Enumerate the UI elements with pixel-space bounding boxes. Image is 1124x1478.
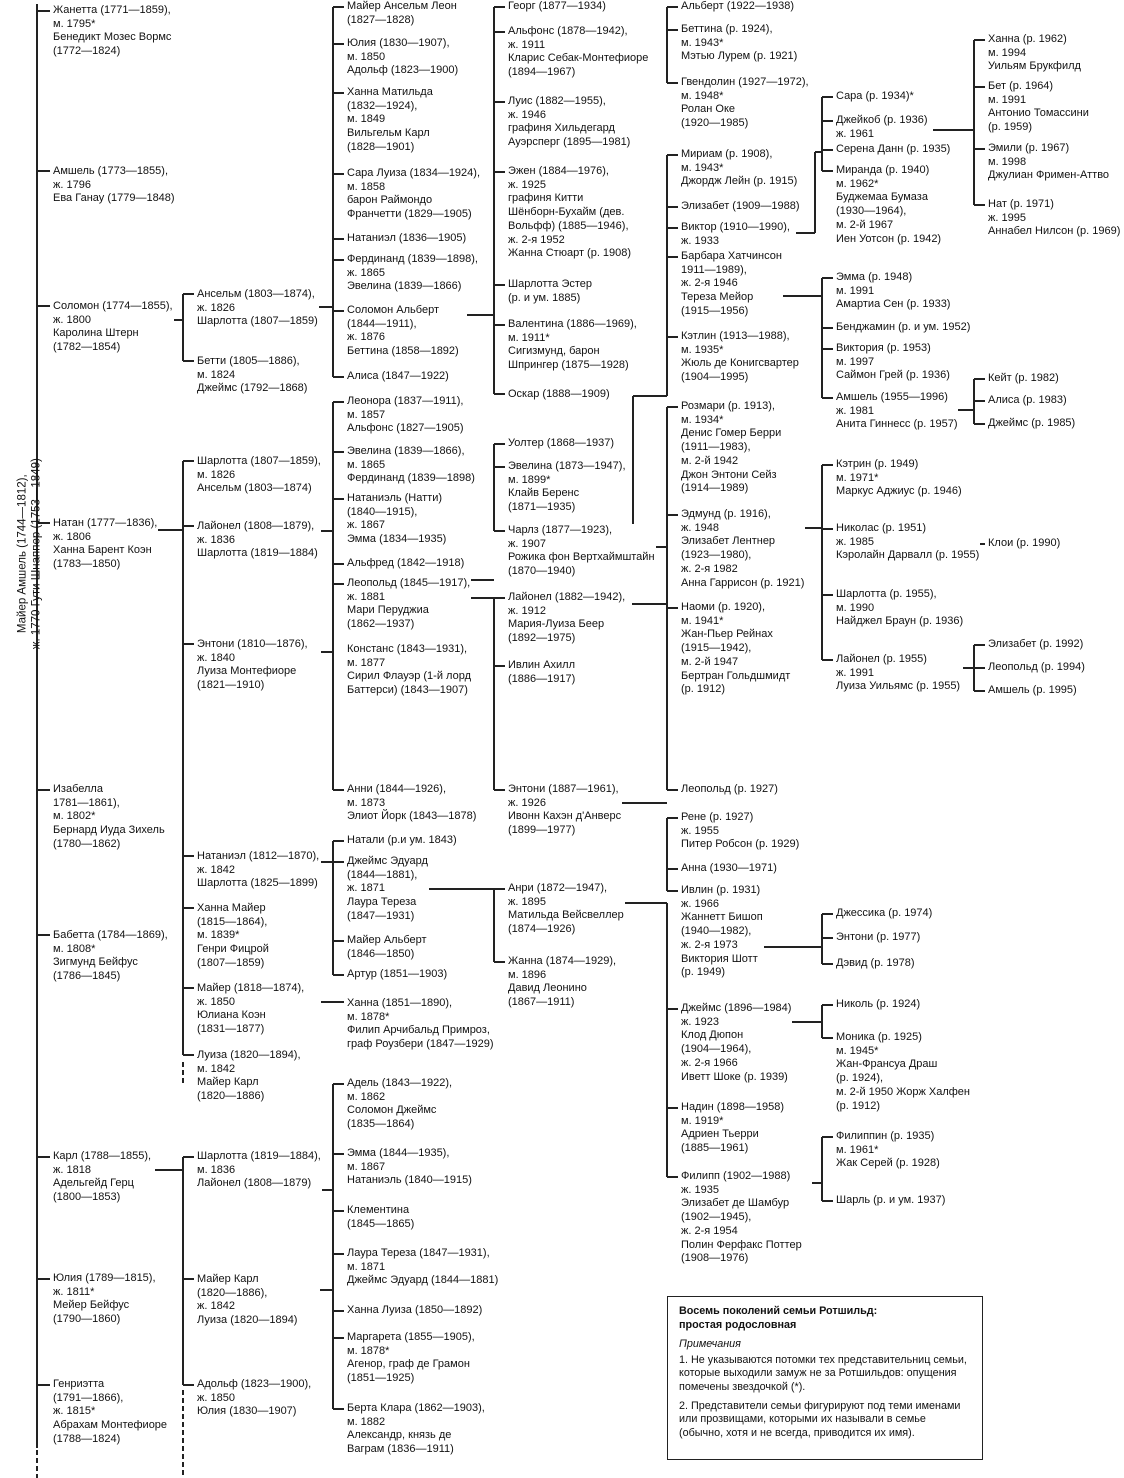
edmund-children bbox=[821, 465, 822, 660]
gen2-person: Натан (1777—1836), ж. 1806 Ханна Барент Коэн (1783—1850) bbox=[53, 517, 158, 571]
gen3-person: Майер Карл (1820—1886), ж. 1842 Луиза (1820—1894) bbox=[197, 1273, 298, 1327]
gen3-person: Ханна Майер (1815—1864), м. 1839* Генри Фицрой (1807—1859) bbox=[197, 902, 269, 969]
notes-title: Восемь поколений семьи Ротшильд: простая родословная bbox=[679, 1305, 878, 1331]
victor-children bbox=[822, 149, 833, 150]
gen4-person: Леопольд (1845—1917), ж. 1881 Мари Перуджиа (1862—1937) bbox=[347, 577, 471, 631]
leopold-children-2 bbox=[494, 665, 505, 666]
lionel-children-3 bbox=[963, 667, 974, 668]
victor-children-2 bbox=[822, 277, 833, 278]
gen8-person: Клои (р. 1990) bbox=[988, 537, 1061, 549]
gen4-person: Натаниэль (Натти) (1840—1915), ж. 1867 Эмма (1834—1935) bbox=[347, 492, 447, 546]
victor-children bbox=[822, 96, 833, 97]
gen5-person: Энтони (1887—1961), ж. 1926 Ивонн Кахэн д'Анверс (1899—1977) bbox=[508, 783, 622, 837]
charles-children bbox=[667, 6, 678, 7]
lionel-children-2 bbox=[632, 603, 667, 604]
gen4-person: Артур (1851—1903) bbox=[347, 968, 448, 980]
branch-tick bbox=[37, 170, 50, 171]
natan-children bbox=[155, 529, 183, 530]
karl-children bbox=[183, 1156, 194, 1157]
karl-grand-children bbox=[333, 1310, 344, 1311]
gen5-person: Лайонел (1882—1942), ж. 1912 Мария-Луиза Беер (1892—1975) bbox=[508, 591, 626, 645]
gen7-person: Шарлотта (р. 1955), м. 1990 Найджел Браун (р. 1936) bbox=[836, 588, 964, 628]
anselm-children bbox=[333, 92, 344, 93]
natan-children bbox=[183, 460, 194, 461]
james-edward-children bbox=[493, 889, 494, 962]
gen4-person: Альфред (1842—1918) bbox=[347, 557, 465, 569]
anthony-children bbox=[666, 818, 667, 891]
anselm-children bbox=[333, 173, 344, 174]
gen4-person: Эмма (1844—1935), м. 1867 Натаниэль (1840—1915) bbox=[347, 1147, 472, 1187]
gen8-person: Алиса (р. 1983) bbox=[988, 394, 1067, 406]
gen8-person: Элизабет (р. 1992) bbox=[988, 638, 1084, 650]
solomon-children bbox=[183, 360, 194, 361]
edmund-children bbox=[822, 594, 833, 595]
anselm-children bbox=[333, 238, 344, 239]
branch-tick bbox=[37, 934, 50, 935]
victor-children-2 bbox=[822, 397, 833, 398]
nataniel-children bbox=[333, 840, 344, 841]
natan-children bbox=[183, 855, 194, 856]
gen7-person: Виктория (р. 1953) м. 1997 Саймон Грей (р. 1936) bbox=[836, 342, 950, 382]
gen4-person: Маргарета (1855—1905), м. 1878* Агенор, граф де Грамон (1851—1925) bbox=[347, 1331, 475, 1385]
gen4-person: Натали (р.и ум. 1843) bbox=[347, 834, 457, 846]
gen8-person: Джеймс (р. 1985) bbox=[988, 417, 1076, 429]
gen8-person: Нат (р. 1971) ж. 1995 Аннабел Нилсон (р. 1969) bbox=[988, 198, 1121, 238]
gen7-person: Моника (р. 1925) м. 1945* Жан-Франсуа Драш (р. 1924), м. 2-й 1950 Жорж Халфен (р. 1912) bbox=[836, 1031, 970, 1112]
gen4-person: Клементина (1845—1865) bbox=[347, 1204, 415, 1230]
continuation-dash bbox=[182, 1422, 183, 1427]
notes-box bbox=[667, 1296, 983, 1460]
connector-line bbox=[666, 903, 667, 1177]
evelyn-children bbox=[763, 946, 822, 947]
gen3-person: Шарлотта (1819—1884), м. 1836 Лайонел (1808—1879) bbox=[197, 1150, 321, 1190]
gen4-person: Ханна Луиза (1850—1892) bbox=[347, 1304, 483, 1316]
edmund-children bbox=[822, 528, 833, 529]
gen6-person: Джеймс (1896—1984) ж. 1923 Клод Дюпон (1904—1964), ж. 2-я 1966 Иветт Шоке (р. 1939) bbox=[681, 1002, 792, 1083]
gen6-person: Кэтлин (1913—1988), м. 1935* Жюль де Конигсвартер (1904—1995) bbox=[681, 330, 799, 384]
james-children bbox=[822, 1004, 833, 1005]
lionel-children bbox=[333, 583, 344, 584]
gen3-person: Ансельм (1803—1874), ж. 1826 Шарлотта (1807—1859) bbox=[197, 288, 318, 328]
gen4-person: Берта Клара (1862—1903), м. 1882 Александр, князь де Ваграм (1836—1911) bbox=[347, 1402, 485, 1456]
continuation-dash bbox=[182, 1390, 183, 1395]
henri-children bbox=[667, 1176, 678, 1177]
karl-grand-children bbox=[333, 1210, 344, 1211]
gen5-person: Анри (1872—1947), ж. 1895 Матильда Вейсвеллер (1874—1926) bbox=[508, 882, 624, 936]
victor-children bbox=[815, 151, 822, 152]
gen3-person: Майер (1818—1874), ж. 1850 Юлиана Коэн (1831—1877) bbox=[197, 982, 305, 1036]
note-2: 2. Представители семьи фигурируют под теми именами или прозвищами, которыми их называли в семье (обычно, хотя и не всегда, приводится их имя). bbox=[679, 1399, 961, 1439]
victor-children-2 bbox=[822, 348, 833, 349]
connector-line bbox=[633, 395, 667, 396]
lionel-children bbox=[333, 563, 344, 564]
charles-children-2 bbox=[667, 336, 678, 337]
salomon-children bbox=[494, 284, 505, 285]
gen4-person: Фердинанд (1839—1898), ж. 1865 Эвелина (1839—1866) bbox=[347, 253, 478, 293]
gen6-person: Эдмунд (р. 1916), ж. 1948 Элизабет Лентнер (1923—1980), ж. 2-я 1982 Анна Гаррисон (р. 1921) bbox=[681, 508, 805, 589]
anthony-children bbox=[667, 817, 678, 818]
gen7-person: Серена Данн (р. 1935) bbox=[836, 143, 951, 155]
leopold-children bbox=[494, 530, 505, 531]
continuation-dash bbox=[36, 1466, 37, 1471]
karl-grand-children bbox=[333, 1253, 344, 1254]
note-1: 1. Не указываются потомки тех представительниц семьи, которые выходили замуж не за Ротшильдов: опущения помечены звездочкой (*). bbox=[679, 1353, 967, 1393]
gen4-person: Сара Луиза (1834—1924), м. 1858 барон Раймондо Франчетти (1829—1905) bbox=[347, 167, 481, 221]
gen4-person: Эвелина (1839—1866), м. 1865 Фердинанд (1839—1898) bbox=[347, 445, 475, 485]
continuation-dash bbox=[182, 1454, 183, 1459]
gen2-person: Генриэтта (1791—1866), ж. 1815* Абрахам Монтефиоре (1788—1824) bbox=[53, 1378, 168, 1445]
natan-children bbox=[183, 643, 194, 644]
evelyn-children bbox=[822, 963, 833, 964]
gen3-person: Лайонел (1808—1879), ж. 1836 Шарлотта (1819—1884) bbox=[197, 520, 318, 560]
continuation-dash bbox=[182, 1414, 183, 1419]
leopold-children bbox=[494, 466, 505, 467]
lionel-children-3 bbox=[974, 690, 985, 691]
gen6-person: Элизабет (1909—1988) bbox=[681, 200, 800, 212]
anthony-children bbox=[667, 890, 678, 891]
evelyn-children bbox=[821, 914, 822, 964]
gen3-person: Адольф (1823—1900), ж. 1850 Юлия (1830—1907) bbox=[197, 1378, 312, 1418]
gen6-person: Наоми (р. 1920), м. 1941* Жан-Пьер Рейнах (1915—1942), м. 2-й 1947 Бертран Гольдшмидт (р. 1912) bbox=[681, 601, 791, 696]
lionel-children bbox=[333, 401, 344, 402]
branch-tick bbox=[37, 1278, 50, 1279]
nataniel-children bbox=[333, 861, 344, 862]
victor-children bbox=[822, 120, 833, 121]
gen3-person: Шарлотта (1807—1859), м. 1826 Ансельм (1803—1874) bbox=[197, 455, 321, 495]
james-edward-children bbox=[494, 961, 505, 962]
gen5-person: Эжен (1884—1976), ж. 1925 графиня Китти Шёнборн-Бухайм (дев. Вольфф) (1885—1946), ж. 2-я 1952 Жанна Стюарт (р. 1908) bbox=[508, 165, 632, 260]
gen3-person: Натаниэл (1812—1870), ж. 1842 Шарлотта (1825—1899) bbox=[197, 850, 320, 890]
continuation-dash bbox=[36, 1458, 37, 1463]
lionel-children bbox=[321, 530, 333, 531]
gen8-person: Бет (р. 1964) м. 1991 Антонио Томассини (р. 1959) bbox=[988, 80, 1089, 134]
continuation-dash bbox=[182, 1406, 183, 1411]
victor-children bbox=[821, 97, 822, 171]
gen5-person: Чарлз (1877—1923), ж. 1907 Рожика фон Вертхаймштайн (1870—1940) bbox=[508, 524, 655, 578]
evelyn-children bbox=[822, 913, 833, 914]
continuation-dash bbox=[182, 1462, 183, 1467]
lionel-children bbox=[332, 402, 333, 790]
gen7-person: Энтони (р. 1977) bbox=[836, 931, 921, 943]
lionel-children-3 bbox=[974, 667, 985, 668]
natan-children bbox=[183, 907, 194, 908]
gen8-person: Кейт (р. 1982) bbox=[988, 372, 1059, 384]
branch-tick bbox=[37, 789, 50, 790]
gen8-person: Эмили (р. 1967) м. 1998 Джулиан Фримен-Аттво bbox=[988, 142, 1110, 182]
salomon-children bbox=[493, 7, 494, 394]
karl-children bbox=[155, 1169, 183, 1170]
gen7-person: Николас (р. 1951) ж. 1985 Кэролайн Дарвалл (р. 1955) bbox=[836, 522, 980, 562]
charles-children-2 bbox=[667, 227, 678, 228]
leopold-children bbox=[493, 444, 494, 531]
victor-children-2 bbox=[822, 327, 833, 328]
gen7-person: Лайонел (р. 1955) ж. 1991 Луиза Уильямс (р. 1955) bbox=[836, 653, 961, 693]
philippe-children bbox=[821, 1137, 822, 1201]
charles-children-2 bbox=[667, 256, 678, 257]
connector-line bbox=[632, 396, 633, 545]
gen7-person: Шарль (р. и ум. 1937) bbox=[836, 1194, 946, 1206]
continuation-dash bbox=[182, 1430, 183, 1435]
gen7-person: Джейкоб (р. 1936) ж. 1961 bbox=[836, 114, 928, 140]
lionel-children-2 bbox=[667, 406, 678, 407]
leopold-children bbox=[494, 443, 505, 444]
lionel-children-2 bbox=[667, 789, 678, 790]
charles-children bbox=[667, 29, 678, 30]
gen5-person: Оскар (1888—1909) bbox=[508, 388, 610, 400]
natan-children bbox=[183, 1054, 194, 1055]
gen7-person: Бенджамин (р. и ум. 1952) bbox=[836, 321, 971, 333]
gen7-person: Миранда (р. 1940) м. 1962* Буджемаа Бумаза (1930—1964), м. 2-й 1967 Иен Уотсон (р. 1942) bbox=[836, 164, 942, 245]
continuation-dash bbox=[182, 1062, 183, 1067]
gen2-person: Бабетта (1784—1869), м. 1808* Зигмунд Бейфус (1786—1845) bbox=[53, 929, 168, 983]
salomon-children bbox=[494, 31, 505, 32]
gen7-person: Николь (р. 1924) bbox=[836, 998, 921, 1010]
gen3-person: Луиза (1820—1894), м. 1842 Майер Карл (1820—1886) bbox=[197, 1049, 301, 1103]
continuation-dash bbox=[182, 1070, 183, 1075]
gen4-person: Ханна Матильда (1832—1924), м. 1849 Вильгельм Карл (1828—1901) bbox=[347, 86, 433, 153]
gen7-person: Кэтрин (р. 1949) м. 1971* Маркус Аджиус (р. 1946) bbox=[836, 458, 962, 498]
gen4-person: Соломон Альберт (1844—1911), ж. 1876 Беттина (1858—1892) bbox=[347, 304, 459, 358]
salomon-children bbox=[494, 6, 505, 7]
gen4-person: Натаниэл (1836—1905) bbox=[347, 232, 467, 244]
gen7-person: Амшель (1955—1996) ж. 1981 Анита Гиннесс (р. 1957) bbox=[836, 391, 958, 431]
henri-children bbox=[667, 1008, 678, 1009]
gen6-person: Мириам (р. 1908), м. 1943* Джордж Лейн (р. 1915) bbox=[681, 148, 798, 188]
lionel-children bbox=[333, 789, 344, 790]
karl-grand-children bbox=[321, 1189, 333, 1190]
gen7-person: Сара (р. 1934)* bbox=[836, 90, 914, 102]
gen2-person: Соломон (1774—1855), ж. 1800 Каролина Штерн (1782—1854) bbox=[53, 300, 173, 354]
connector-line bbox=[666, 155, 667, 396]
gen6-person: Альберт (1922—1938) bbox=[681, 0, 795, 12]
salomon-children bbox=[494, 324, 505, 325]
gen4-person: Ханна (1851—1890), м. 1878* Филип Арчибальд Примроз, граф Роузбери (1847—1929) bbox=[347, 997, 494, 1051]
henri-children bbox=[667, 1107, 678, 1108]
lionel-children-2 bbox=[667, 514, 678, 515]
gen4-person: Констанс (1843—1931), м. 1877 Сирил Флауэр (1-й лорд Баттерси) (1843—1907) bbox=[347, 643, 471, 697]
gen4-person: Адель (1843—1922), м. 1862 Соломон Джеймс (1835—1864) bbox=[347, 1077, 453, 1131]
anselm-children bbox=[333, 259, 344, 260]
karl-grand-children bbox=[333, 1337, 344, 1338]
amschel-children bbox=[974, 400, 985, 401]
charles-children bbox=[667, 82, 678, 83]
gen7-person: Филиппин (р. 1935) м. 1961* Жак Серей (р. 1928) bbox=[836, 1130, 940, 1170]
continuation-dash bbox=[182, 1078, 183, 1083]
charles-children bbox=[666, 7, 667, 83]
karl-grand-children bbox=[333, 1408, 344, 1409]
gen2-person: Жанетта (1771—1859), м. 1795* Бенедикт Мозес Вормс (1772—1824) bbox=[53, 4, 172, 58]
gen8-person: Ханна (р. 1962) м. 1994 Уильям Брукфилд bbox=[988, 33, 1081, 73]
gen4-person: Майер Ансельм Леон (1827—1828) bbox=[347, 0, 457, 26]
continuation-dash bbox=[182, 1446, 183, 1451]
edmund-children bbox=[822, 464, 833, 465]
lionel-children bbox=[333, 451, 344, 452]
gen7-person: Эмма (р. 1948) м. 1991 Амартиа Сен (р. 1933) bbox=[836, 271, 951, 311]
gen2-person: Амшель (1773—1855), ж. 1796 Ева Ганау (1779—1848) bbox=[53, 165, 175, 205]
continuation-dash bbox=[36, 1474, 37, 1478]
gen5-person: Луис (1882—1955), ж. 1946 графиня Хильдегард Ауэрсперг (1895—1981) bbox=[508, 95, 631, 149]
charles-children-2 bbox=[667, 206, 678, 207]
gen8-person: Амшель (р. 1995) bbox=[988, 684, 1077, 696]
root-ancestor-label: Майер Амшель (1744—1812), ж. 1770 Гути Шнаппер (1753—1849) bbox=[16, 458, 42, 650]
james-edward-children bbox=[494, 888, 505, 889]
karl-children bbox=[182, 1157, 183, 1385]
branch-tick bbox=[37, 10, 50, 11]
gen6-person: Филипп (1902—1988) ж. 1935 Элизабет де Шамбур (1902—1945), ж. 2-я 1954 Полин Ферфакс Поттер (1908—1976) bbox=[681, 1170, 802, 1265]
salomon-children bbox=[494, 101, 505, 102]
gen6-person: Гвендолин (1927—1972), м. 1948* Ролан Оке (1920—1985) bbox=[681, 76, 809, 130]
nataniel-children bbox=[321, 861, 333, 862]
karl-children bbox=[183, 1278, 194, 1279]
branch-tick bbox=[37, 1384, 50, 1385]
natan-children bbox=[183, 987, 194, 988]
gen5-person: Эвелина (1873—1947), м. 1899* Клайв Беренс (1871—1935) bbox=[508, 460, 626, 514]
connector-line bbox=[321, 651, 333, 652]
gen5-person: Шарлотта Эстер (р. и ум. 1885) bbox=[508, 278, 593, 304]
jacob-children bbox=[974, 204, 985, 205]
salomon-children bbox=[494, 171, 505, 172]
gen8-person: Леопольд (р. 1994) bbox=[988, 661, 1085, 673]
gen5-person: Валентина (1886—1969), м. 1911* Сигизмунд, барон Шпрингер (1875—1928) bbox=[508, 318, 637, 372]
victor-children bbox=[822, 170, 833, 171]
continuation-dash bbox=[36, 1450, 37, 1455]
branch-tick bbox=[37, 1156, 50, 1157]
karl-grand-children bbox=[333, 1153, 344, 1154]
anselm-children bbox=[333, 6, 344, 7]
gen6-person: Розмари (р. 1913), м. 1934* Денис Гомер Берри (1911—1983), м. 2-й 1942 Джон Энтони Сейз (1914—1989) bbox=[681, 400, 782, 495]
anselm-children bbox=[333, 376, 344, 377]
anselm-children bbox=[318, 306, 333, 307]
gen6-person: Леопольд (р. 1927) bbox=[681, 783, 778, 795]
lionel-children-2 bbox=[666, 407, 667, 790]
karl-children bbox=[183, 1384, 194, 1385]
gen5-person: Ивлин Ахилл (1886—1917) bbox=[508, 659, 576, 685]
gen6-person: Барбара Хатчинсон 1911—1989), ж. 2-я 1946 Тереза Мейор (1915—1956) bbox=[681, 250, 782, 317]
connector-line bbox=[494, 789, 505, 790]
root-ancestor bbox=[0, 0, 42, 900]
gen5-person: Альфонс (1878—1942), ж. 1911 Кларис Себак-Монтефиоре (1894—1967) bbox=[508, 25, 649, 79]
gen3-person: Энтони (1810—1876), ж. 1840 Луиза Монтефиоре (1821—1910) bbox=[197, 638, 308, 692]
gen5-person: Уолтер (1868—1937) bbox=[508, 437, 615, 449]
gen6-person: Ивлин (р. 1931) ж. 1966 Жаннетт Бишоп (1940—1982), ж. 2-я 1973 Виктория Шотт (р. 1949) bbox=[681, 884, 763, 979]
gen3-person: Бетти (1805—1886), м. 1824 Джеймс (1792—1868) bbox=[197, 355, 308, 395]
mayer-child bbox=[321, 1001, 344, 1002]
connector-line bbox=[320, 1289, 333, 1290]
jacob-children bbox=[933, 129, 974, 130]
gen6-person: Рене (р. 1927) ж. 1955 Питер Робсон (р. 1929) bbox=[681, 811, 800, 851]
connector-line bbox=[814, 152, 815, 233]
leopold-children-2 bbox=[494, 597, 505, 598]
jacob-children bbox=[974, 148, 985, 149]
nataniel-children bbox=[333, 974, 344, 975]
gen5-person: Георг (1877—1934) bbox=[508, 0, 606, 12]
jacob-children bbox=[974, 86, 985, 87]
nataniel-children bbox=[333, 940, 344, 941]
anthony-children bbox=[667, 868, 678, 869]
gen6-person: Надин (1898—1958) м. 1919* Адриен Тьерри (1885—1961) bbox=[681, 1101, 785, 1155]
edmund-children bbox=[822, 659, 833, 660]
gen4-person: Майер Альберт (1846—1850) bbox=[347, 934, 427, 960]
amschel-children bbox=[974, 378, 985, 379]
natan-children bbox=[182, 461, 183, 1055]
gen4-person: Лаура Тереза (1847—1931), м. 1871 Джеймс Эдуард (1844—1881) bbox=[347, 1247, 499, 1287]
jacob-children bbox=[973, 40, 974, 205]
james-children bbox=[822, 1037, 833, 1038]
gen4-person: Леонора (1837—1911), м. 1857 Альфонс (1827—1905) bbox=[347, 395, 464, 435]
gen6-person: Беттина (р. 1924), м. 1943* Мэтью Лурем (р. 1921) bbox=[681, 23, 798, 63]
branch-tick bbox=[37, 305, 50, 306]
gen7-person: Дэвид (р. 1978) bbox=[836, 957, 915, 969]
anselm-children bbox=[333, 310, 344, 311]
lionel-children bbox=[333, 498, 344, 499]
gen4-person: Алиса (1847—1922) bbox=[347, 370, 449, 382]
evelyn-children bbox=[822, 937, 833, 938]
gen5-person: Жанна (1874—1929), м. 1896 Давид Леонино (1867—1911) bbox=[508, 955, 617, 1009]
jacob-children bbox=[974, 39, 985, 40]
gen2-person: Карл (1788—1855), ж. 1818 Адельгейд Герц (1800—1853) bbox=[53, 1150, 152, 1204]
philippe-children bbox=[822, 1136, 833, 1137]
natan-children bbox=[183, 525, 194, 526]
karl-grand-children bbox=[332, 1084, 333, 1409]
solomon-children bbox=[182, 294, 183, 361]
charles-children-2 bbox=[667, 154, 678, 155]
gen4-person: Джеймс Эдуард (1844—1881), ж. 1871 Лаура Тереза (1847—1931) bbox=[347, 855, 428, 922]
gen4-person: Юлия (1830—1907), м. 1850 Адольф (1823—1900) bbox=[347, 37, 459, 77]
gen6-person: Анна (1930—1971) bbox=[681, 862, 777, 874]
gen4-person: Анни (1844—1926), м. 1873 Элиот Йорк (1843—1878) bbox=[347, 783, 477, 823]
philippe-children bbox=[822, 1200, 833, 1201]
gen2-person: Изабелла 1781—1861), м. 1802* Бернард Иуда Зихель (1780—1862) bbox=[53, 783, 165, 850]
continuation-dash bbox=[182, 1438, 183, 1443]
gen2-person: Юлия (1789—1815), ж. 1811* Мейер Бейфус (1790—1860) bbox=[53, 1272, 156, 1326]
continuation-dash bbox=[182, 1470, 183, 1475]
anselm-children bbox=[333, 43, 344, 44]
connector-line bbox=[493, 598, 494, 790]
salomon-children bbox=[494, 393, 505, 394]
salomon-children bbox=[467, 314, 494, 315]
karl-grand-children bbox=[333, 1083, 344, 1084]
gen6-person: Виктор (1910—1990), ж. 1933 bbox=[681, 221, 790, 247]
connector-line bbox=[796, 232, 815, 233]
philippe-children bbox=[812, 1182, 822, 1183]
amschel-children bbox=[974, 423, 985, 424]
gen7-person: Джессика (р. 1974) bbox=[836, 907, 933, 919]
solomon-children bbox=[183, 293, 194, 294]
continuation-dash bbox=[182, 1398, 183, 1403]
lionel-children-2 bbox=[667, 607, 678, 608]
notes-subtitle: Примечания bbox=[679, 1338, 741, 1351]
anselm-children bbox=[332, 7, 333, 377]
lionel-children-3 bbox=[974, 644, 985, 645]
